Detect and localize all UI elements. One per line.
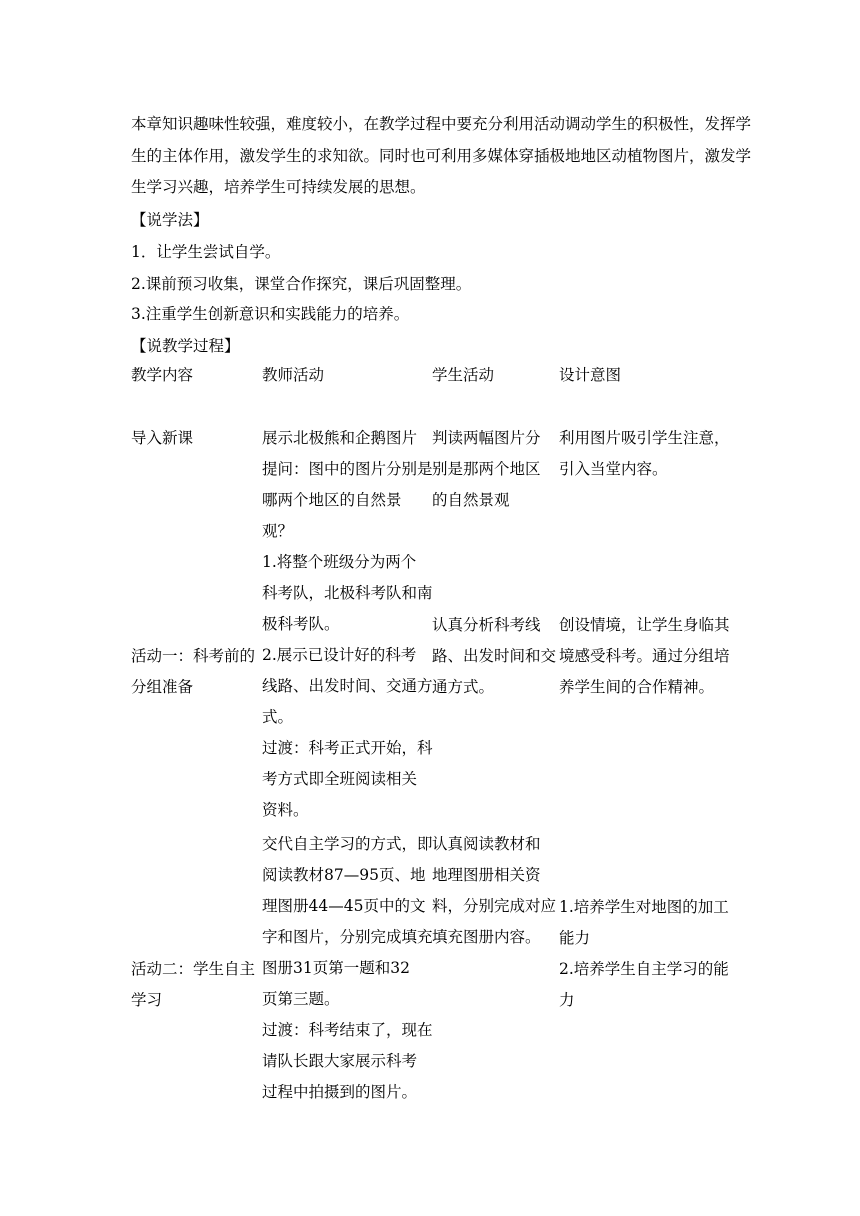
- column-header-student: 学生活动: [432, 366, 495, 384]
- table-row-student: 判读两幅图片分 别是那两个地区 的自然景观: [432, 429, 541, 509]
- table-row-content: 活动二：学生自主 学习: [131, 960, 256, 1009]
- learning-method-item: 1．让学生尝试自学。: [131, 243, 281, 261]
- column-header-content: 教学内容: [131, 366, 194, 384]
- intro-paragraph: 本章知识趣味性较强，难度较小，在教学过程中要充分利用活动调动学生的积极性，发挥学生的主体作用，激发学生的求知欲。同时也可利用多媒体穿插极地地区动植物图片，激发学生学习兴趣，培养学生可持续发展的思想。: [131, 115, 752, 196]
- table-row-teacher: 交代自主学习的方式，即 阅读教材87—95页、地 理图册44—45页中的文 字和图片，分别完成填充 图册31页第一题和32 页第三题。 过渡：科考结束了，现在 请队长跟大家展示科考 过程中拍摄到的图片。: [262, 835, 433, 1101]
- table-row-intent: 1.培养学生对地图的加工 能力 2.培养学生自主学习的能 力: [559, 898, 729, 1009]
- column-header-intent: 设计意图: [559, 366, 622, 384]
- learning-method-heading: 【说学法】: [131, 211, 209, 229]
- learning-method-item: 3.注重学生创新意识和实践能力的培养。: [131, 305, 410, 323]
- learning-method-item: 2.课前预习收集，课堂合作探究，课后巩固整理。: [131, 275, 472, 293]
- table-row-teacher: 1.将整个班级分为两个 科考队，北极科考队和南 极科考队。 2.展示已设计好的科考 线路、出发时间、交通方 式。 过渡：科考正式开始，科 考方式即全班阅读相关 资料。: [262, 553, 433, 819]
- table-row-teacher: 展示北极熊和企鹅图片 提问：图中的图片分别是 哪两个地区的自然景 观？: [262, 429, 433, 540]
- table-row-intent: 利用图片吸引学生注意， 引入当堂内容。: [559, 429, 730, 478]
- table-row-content: 导入新课: [131, 429, 194, 447]
- process-heading: 【说教学过程】: [131, 337, 240, 355]
- column-header-teacher: 教师活动: [262, 366, 325, 384]
- table-row-student: 认真阅读教材和 地理图册相关资 料，分别完成对应 填充图册内容。: [432, 835, 557, 946]
- table-row-intent: 创设情境，让学生身临其 境感受科考。通过分组培 养学生间的合作精神。: [559, 616, 730, 696]
- table-row-student: 认真分析科考线 路、出发时间和交 通方式。: [432, 616, 557, 696]
- table-row-content: 活动一：科考前的 分组准备: [131, 647, 256, 696]
